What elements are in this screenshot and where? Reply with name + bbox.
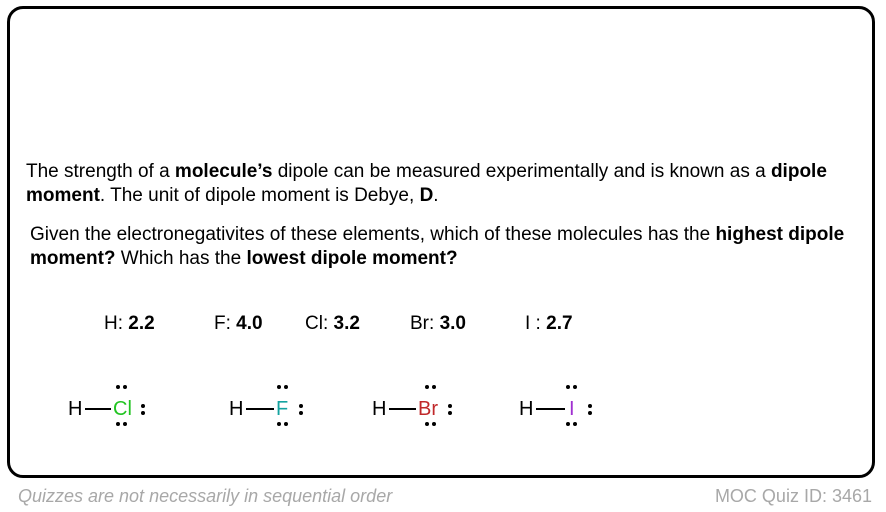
lone-pair: [141, 404, 145, 416]
lone-pair: [588, 404, 592, 416]
molecule-hi: [519, 396, 599, 422]
bond: [85, 408, 111, 410]
en-h: H: 2.2: [104, 313, 155, 334]
lone-pair: [425, 385, 437, 393]
atom-i: I: [569, 398, 575, 420]
atom-h: H: [229, 398, 244, 420]
lone-pair: [277, 385, 289, 393]
bond: [536, 408, 565, 410]
quiz-id: MOC Quiz ID: 3461: [714, 486, 872, 506]
atom-h: H: [372, 398, 387, 420]
atom-h: H: [68, 398, 83, 420]
atom-cl: Cl: [113, 398, 132, 420]
sequence-note: Quizzes are not necessarily in sequential order: [18, 486, 393, 506]
lone-pair: [425, 422, 437, 430]
lone-pair: [277, 422, 289, 430]
lone-pair: [116, 385, 128, 393]
en-f: F: 4.0: [214, 313, 263, 334]
molecule-hbr: [372, 396, 462, 422]
en-i: I : 2.7: [525, 313, 573, 334]
intro-paragraph: The strength of a molecule’s dipole can be measured experimentally and is known as a dipole moment. The unit of dipole moment is Debye, D.: [26, 161, 827, 206]
lone-pair: [566, 422, 578, 430]
question-paragraph: Given the electronegativites of these elements, which of these molecules has the highest dipole moment? Which has the lowest dipole moment?: [30, 224, 845, 269]
lone-pair: [566, 385, 578, 393]
lone-pair: [448, 404, 452, 416]
molecule-hf: [229, 396, 309, 422]
en-cl: Cl: 3.2: [305, 313, 360, 334]
atom-f: F: [276, 398, 289, 420]
lone-pair: [299, 404, 303, 416]
atom-br: Br: [418, 398, 438, 420]
en-br: Br: 3.0: [410, 313, 466, 334]
molecule-hcl: [68, 396, 158, 422]
atom-h: H: [519, 398, 534, 420]
bond: [389, 408, 416, 410]
lone-pair: [116, 422, 128, 430]
bond: [246, 408, 274, 410]
